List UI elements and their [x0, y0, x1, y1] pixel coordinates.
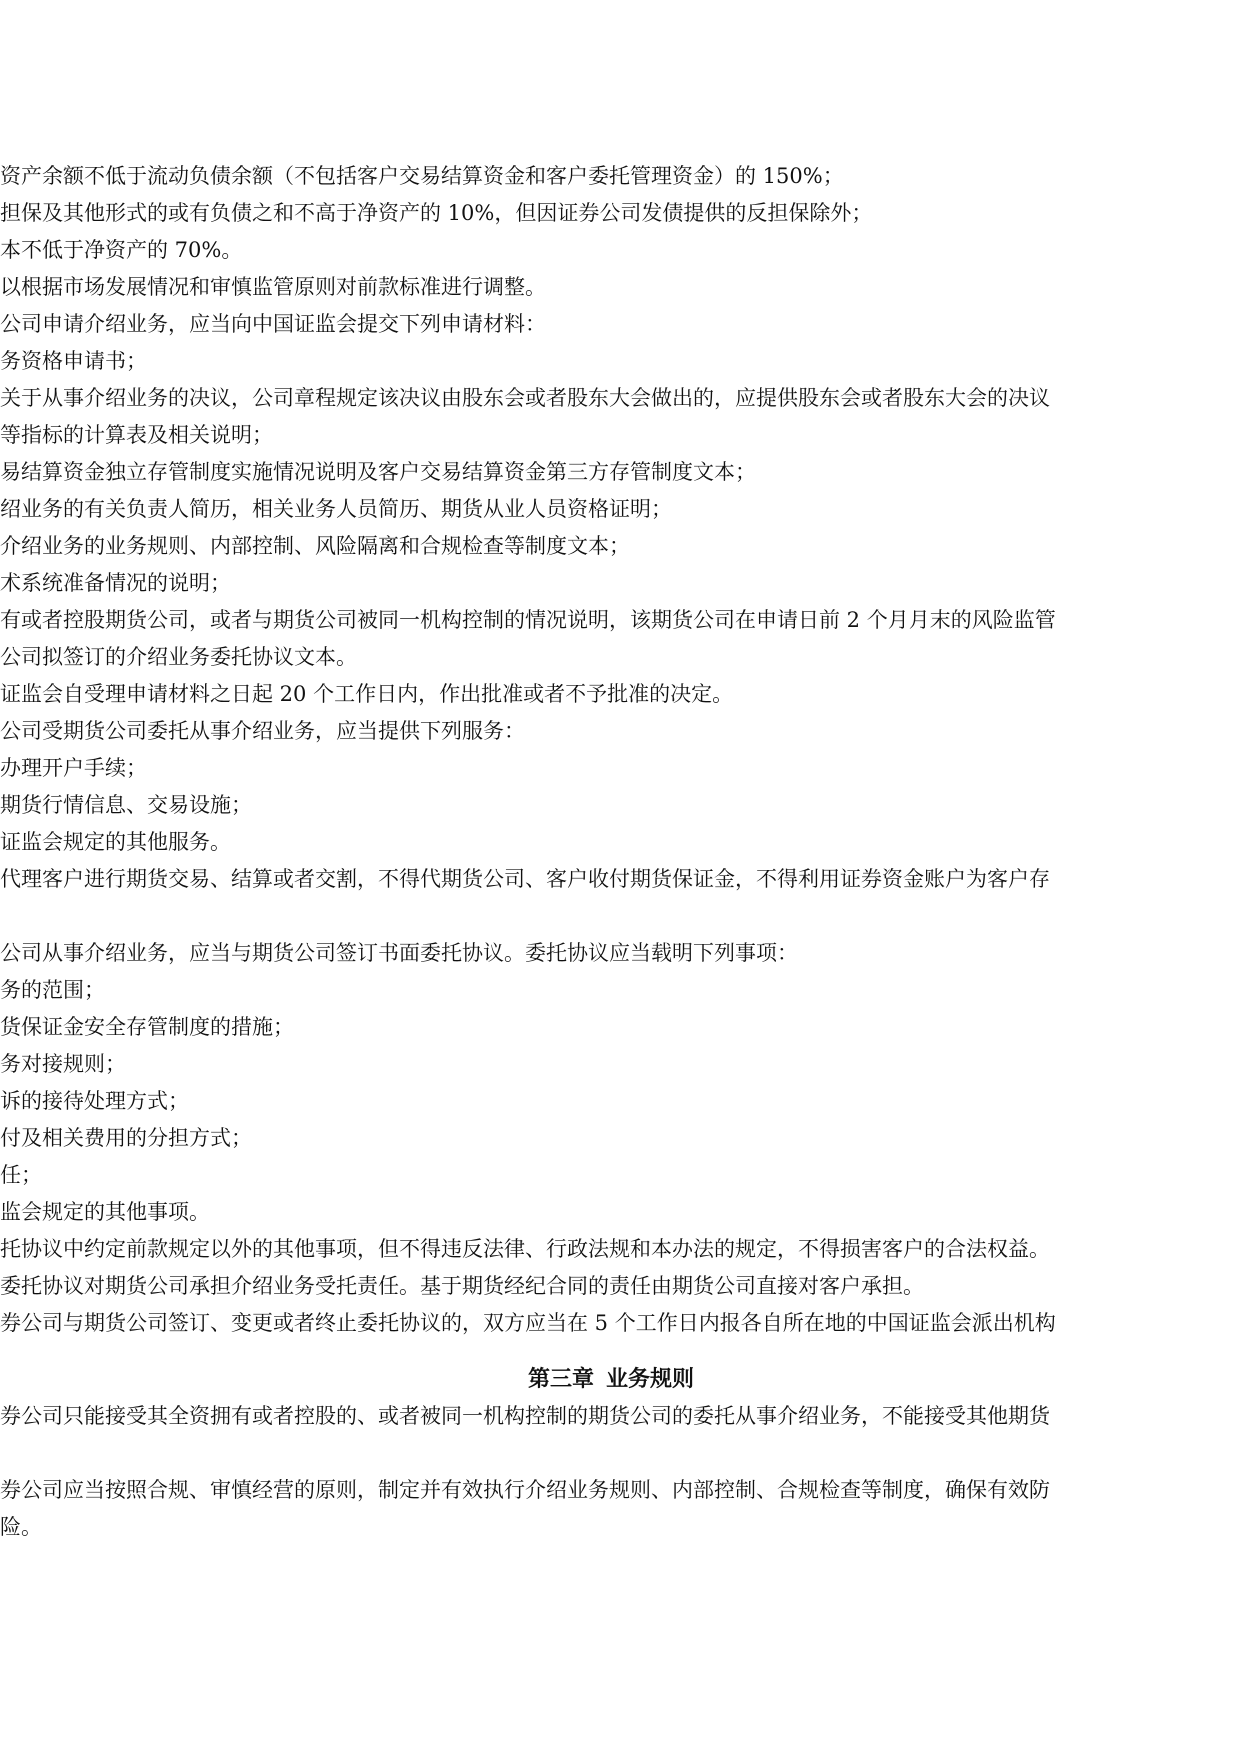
text-line: 关于从事介绍业务的决议，公司章程规定该决议由股东会或者股东大会做出的，应提供股东会或者股东大会的决议	[0, 386, 1050, 410]
text-line: 证监会规定的其他服务。	[0, 830, 231, 854]
chapter-number: 第三章	[528, 1367, 595, 1392]
heading-spacer	[0, 1342, 1241, 1361]
document-body	[0, 158, 1241, 1546]
text-line: 以根据市场发展情况和审慎监管原则对前款标准进行调整。	[0, 275, 546, 299]
text-line: 易结算资金独立存管制度实施情况说明及客户交易结算资金第三方存管制度文本；	[0, 460, 756, 484]
text-line: 介绍业务的业务规则、内部控制、风险隔离和合规检查等制度文本；	[0, 534, 630, 558]
text-line: 务的范围；	[0, 978, 105, 1002]
text-line: 绍业务的有关负责人简历，相关业务人员简历、期货从业人员资格证明；	[0, 497, 672, 521]
blank-line	[0, 1435, 1241, 1472]
text-line: 付及相关费用的分担方式；	[0, 1126, 252, 1150]
blank-line	[0, 898, 1241, 935]
text-line: 券公司只能接受其全资拥有或者控股的、或者被同一机构控制的期货公司的委托从事介绍业务，不能接受其他期货	[0, 1404, 1050, 1428]
text-line: 公司申请介绍业务，应当向中国证监会提交下列申请材料：	[0, 312, 546, 336]
text-line: 办理开户手续；	[0, 756, 147, 780]
text-line: 有或者控股期货公司，或者与期货公司被同一机构控制的情况说明，该期货公司在申请日前 2 个月月末的风险监管	[0, 608, 1056, 632]
text-line: 术系统准备情况的说明；	[0, 571, 231, 595]
text-line: 任；	[0, 1163, 42, 1187]
text-line: 监会规定的其他事项。	[0, 1200, 210, 1224]
text-line: 代理客户进行期货交易、结算或者交割，不得代期货公司、客户收付期货保证金，不得利用证券资金账户为客户存	[0, 867, 1050, 891]
text-line: 公司从事介绍业务，应当与期货公司签订书面委托协议。委托协议应当载明下列事项：	[0, 941, 798, 965]
text-line: 证监会自受理申请材料之日起 20 个工作日内，作出批准或者不予批准的决定。	[0, 682, 734, 706]
text-line: 险。	[0, 1515, 42, 1539]
text-line: 委托协议对期货公司承担介绍业务受托责任。基于期货经纪合同的责任由期货公司直接对客户承担。	[0, 1274, 924, 1298]
text-line: 期货行情信息、交易设施；	[0, 793, 252, 817]
text-line: 担保及其他形式的或有负债之和不高于净资产的 10%，但因证券公司发债提供的反担保除外；	[0, 201, 873, 225]
text-line: 等指标的计算表及相关说明；	[0, 423, 273, 447]
text-line: 资产余额不低于流动负债余额（不包括客户交易结算资金和客户委托管理资金）的 150%；	[0, 164, 844, 188]
text-line: 公司拟签订的介绍业务委托协议文本。	[0, 645, 357, 669]
text-line: 托协议中约定前款规定以外的其他事项，但不得违反法律、行政法规和本办法的规定，不得损害客户的合法权益。	[0, 1237, 1050, 1261]
text-line: 务对接规则；	[0, 1052, 126, 1076]
chapter-title: 业务规则	[606, 1367, 695, 1392]
text-line: 货保证金安全存管制度的措施；	[0, 1015, 294, 1039]
text-line: 公司受期货公司委托从事介绍业务，应当提供下列服务：	[0, 719, 525, 743]
text-line: 券公司与期货公司签订、变更或者终止委托协议的，双方应当在 5 个工作日内报各自所在地的中国证监会派出机构	[0, 1311, 1056, 1335]
text-line: 券公司应当按照合规、审慎经营的原则，制定并有效执行介绍业务规则、内部控制、合规检查等制度，确保有效防	[0, 1478, 1050, 1502]
text-line: 本不低于净资产的 70%。	[0, 238, 243, 262]
chapter-heading	[0, 1361, 1241, 1398]
text-line: 诉的接待处理方式；	[0, 1089, 189, 1113]
text-line: 务资格申请书；	[0, 349, 147, 373]
